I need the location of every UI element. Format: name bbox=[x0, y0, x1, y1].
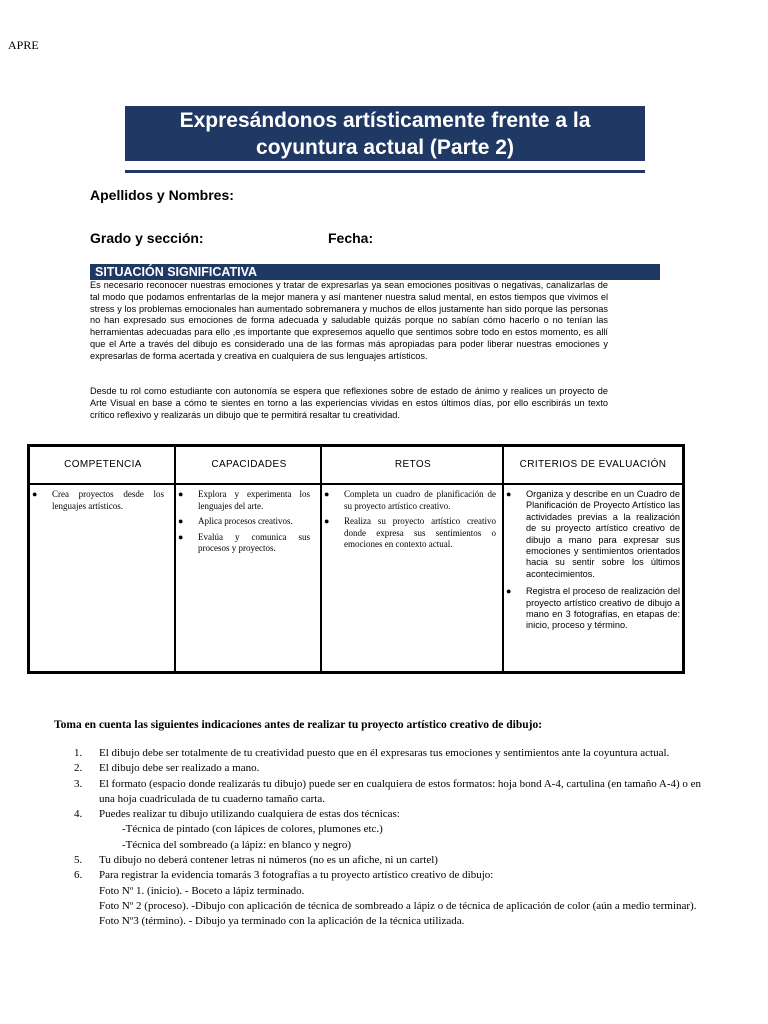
list-item: 2. El dibujo debe ser realizado a mano. bbox=[74, 762, 260, 775]
list-item: ● Crea proyectos desde los lenguajes artísticos. bbox=[32, 489, 164, 511]
header-criterios: CRITERIOS DE EVALUACIÓN bbox=[519, 459, 667, 470]
title-line-2: coyuntura actual (Parte 2) bbox=[256, 136, 514, 159]
grade-label: Grado y sección: bbox=[90, 230, 204, 246]
cell-competencia bbox=[30, 489, 164, 516]
document-title bbox=[125, 106, 645, 161]
bullet-icon: ● bbox=[324, 516, 330, 527]
photo-item: Foto Nº 1. (inicio). - Boceto a lápiz terminado. bbox=[99, 884, 305, 897]
list-item: 1. El dibujo debe ser totalmente de tu creatividad puesto que en él expresaras tus emociones y sentimientos ante la coyuntura actual. bbox=[74, 747, 670, 759]
cell-retos bbox=[322, 489, 496, 555]
instructions-title: Toma en cuenta las siguientes indicaciones antes de realizar tu proyecto artístico creativo de dibujo: bbox=[54, 719, 543, 731]
bullet-icon: ● bbox=[506, 586, 512, 597]
list-item: ● Organiza y describe en un Cuadro de Planificación de Proyecto Artístico las actividades previas a la realización de su proyecto artístico creativo de dibujo a mano para expresar sus emociones y sentimientos orientados hacia su sentir sobre los últimos acontecimientos. bbox=[506, 489, 680, 579]
bullet-icon: ● bbox=[178, 531, 184, 542]
list-item: ● Registra el proceso de realización del proyecto artístico creativo de dibujo a mano en 3 fotografías, en etapas de: inicio, proceso y término. bbox=[506, 586, 680, 631]
competency-table bbox=[27, 444, 685, 674]
situation-heading: SITUACIÓN SIGNIFICATIVA bbox=[90, 264, 660, 280]
header-competencia: COMPETENCIA bbox=[64, 459, 142, 470]
list-item: 6. Para registrar la evidencia tomarás 3 fotografías a tu proyecto artístico creativo de dibujo: bbox=[74, 869, 494, 882]
date-label: Fecha: bbox=[328, 230, 374, 246]
title-underline bbox=[125, 170, 645, 173]
instructions-list bbox=[74, 746, 714, 930]
list-item: ● Explora y experimenta los lenguajes del arte. bbox=[178, 489, 310, 511]
list-item: 4. Puedes realizar tu dibujo utilizando cualquiera de estas dos técnicas: bbox=[74, 808, 400, 821]
cell-capacidades bbox=[176, 489, 310, 559]
photo-item: Foto Nº 2 (proceso). -Dibujo con aplicación de técnica de sombreado a lápiz o de técnica de aplicación de color (aún a medio terminar). bbox=[99, 899, 697, 912]
bullet-icon: ● bbox=[324, 489, 330, 499]
list-item: ● Evalúa y comunica sus procesos y proyectos. bbox=[178, 531, 310, 554]
cell-criterios bbox=[504, 489, 680, 636]
bullet-icon: ● bbox=[178, 516, 184, 527]
list-item: ● Completa un cuadro de planificación de su proyecto artístico creativo. bbox=[324, 489, 496, 511]
bullet-icon: ● bbox=[506, 489, 512, 499]
technique-item: -Técnica del sombreado (a lápiz: en blanco y negro) bbox=[122, 838, 352, 851]
photo-item: Foto Nº3 (término). - Dibujo ya terminado con la aplicación de la técnica utilizada. bbox=[99, 915, 465, 928]
header-corner-text: APRE bbox=[8, 38, 39, 52]
technique-item: -Técnica de pintado (con lápices de colores, plumones etc.) bbox=[122, 823, 383, 836]
situation-paragraph-2: Desde tu rol como estudiante con autonomía se espera que reflexiones sobre de estado de ánimo y realices un proyecto de Arte Visual en base a cómo te sientes en torno a las experiencias vividas en estos últimos días, por ello escribirás un texto crítico reflexivo y realizarás un dibujo que te permitirá resaltar tu creatividad. bbox=[90, 386, 608, 420]
table-header-divider bbox=[30, 483, 682, 485]
list-item: 3. El formato (espacio donde realizarás tu dibujo) puede ser en cualquiera de estos formatos: hoja bond A-4, cartulina (en tamaño A-4) o en una hoja cuadriculada de tu cuaderno tamaño carta. bbox=[74, 777, 702, 805]
situation-paragraph-1: Es necesario reconocer nuestras emociones y tratar de expresarlas ya sean emociones positivas o negativas, canalizarlas de tal modo que podamos enfrentarlas de la mejor manera y así mantener nuestra salud mental, en estos tiempos que vivimos el stress y los problemas emocionales han aumentado sobremanera y muchos de ellos justamente han sido porque las personas no han expresado sus emociones de forma adecuada y saludable quizás porque no sabían cómo hacerlo o no tenían las herramientas adecuadas para ello ,es importante que expresemos aquello que sentimos sobre todo en estos momento, es allí que el Arte a través del dibujo es considerado una de las formas más apropiadas para poder liberar nuestras emociones y expresarlas de forma acertada y creativa en cualquiera de sus lenguajes artísticos. bbox=[90, 280, 608, 361]
bullet-icon: ● bbox=[32, 489, 38, 499]
title-line-1: Expresándonos artísticamente frente a la bbox=[179, 109, 591, 132]
list-item: ● Aplica procesos creativos. bbox=[178, 516, 293, 527]
list-item: ● Realiza su proyecto artístico creativo donde expresa sus sentimientos o emociones en contexto actual. bbox=[324, 516, 496, 550]
header-retos: RETOS bbox=[394, 459, 432, 470]
names-label: Apellidos y Nombres: bbox=[90, 187, 234, 203]
list-item: 5. Tu dibujo no deberá contener letras ni números (no es un afiche, ni un cartel) bbox=[74, 854, 438, 867]
bullet-icon: ● bbox=[178, 489, 184, 499]
header-capacidades: CAPACIDADES bbox=[211, 459, 287, 470]
